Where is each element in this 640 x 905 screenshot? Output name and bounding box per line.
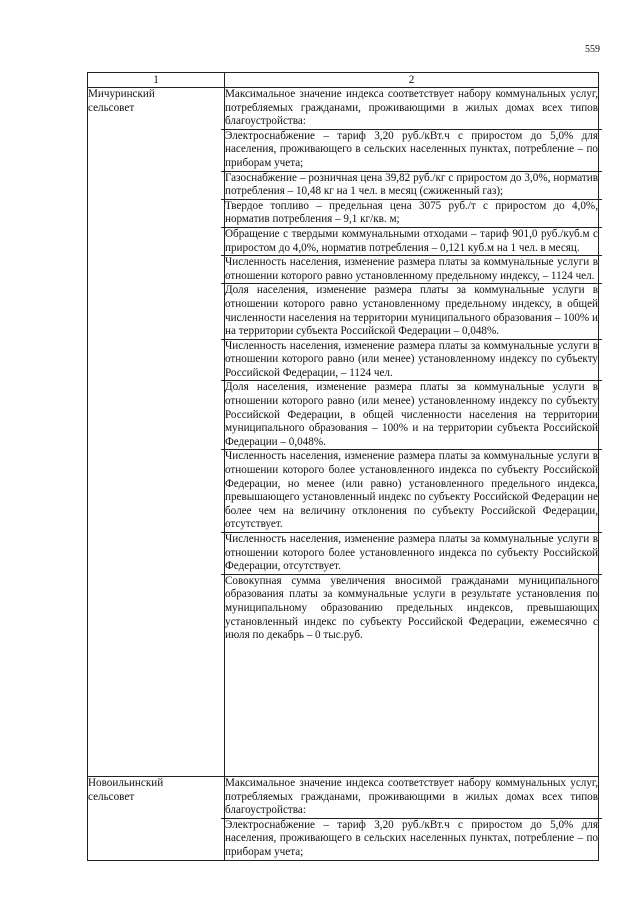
paragraph: Максимальное значение индекса соответствует набору коммунальных услуг, потребляемых гражданами, проживающими в жилых домах всех типов благоустройства: bbox=[225, 88, 598, 128]
paragraph: Максимальное значение индекса соответствует набору коммунальных услуг, потребляемых гражданами, проживающими в жилых домах всех типов благоустройства: bbox=[225, 777, 598, 817]
column-header-2: 2 bbox=[225, 73, 599, 88]
paragraph: Твердое топливо – предельная цена 3075 руб./т с приростом до 4,0%, норматив потребления – 9,1 кг/кв. м; bbox=[221, 199, 602, 227]
paragraph: Численность населения, изменение размера платы за коммунальные услуги в отношении которого равно (или менее) установленному индексу по субъекту Российской Федерации, – 1124 чел. bbox=[221, 339, 602, 381]
paragraph: Численность населения, изменение размера платы за коммунальные услуги в отношении которого более установленного индекса по субъекту Российской Федерации, но менее (или равно) установленного предельного индекса, превышающего установленный индекс по субъекту Российской Федерации не более чем на величину отклонения по субъекту Российской Федерации, отсутствует. bbox=[221, 449, 602, 532]
data-table bbox=[87, 72, 599, 861]
municipality-name-line: сельсовет bbox=[88, 790, 135, 803]
table-row bbox=[88, 88, 599, 777]
table-header-row bbox=[88, 73, 599, 88]
municipality-cell bbox=[88, 88, 225, 777]
page-number: 559 bbox=[585, 44, 600, 55]
paragraph: Газоснабжение – розничная цена 39,82 руб./кг с приростом до 3,0%, норматив потребления – 10,48 кг на 1 чел. в месяц (сжиженный газ); bbox=[221, 171, 602, 199]
municipality-name-line: сельсовет bbox=[88, 101, 135, 114]
paragraph: Доля населения, изменение размера платы за коммунальные услуги в отношении которого равно (или менее) установленному индексу по субъекту Российской Федерации, в общей численности населения на территории муниципального образования – 100% и на территории субъекта Российской Федерации – 0,048%. bbox=[221, 380, 602, 449]
table-row bbox=[88, 777, 599, 861]
paragraph: Доля населения, изменение размера платы за коммунальные услуги в отношении которого равно установленному предельному индексу, в общей численности населения на территории муниципального образования – 100% и на территории субъекта Российской Федерации – 0,048%. bbox=[221, 283, 602, 338]
paragraph: Численность населения, изменение размера платы за коммунальные услуги в отношении которого равно установленному предельному индексу, – 1124 чел. bbox=[221, 255, 602, 283]
paragraph: Электроснабжение – тариф 3,20 руб./кВт.ч с приростом до 5,0% для населения, проживающего в сельских населенных пунктах, потребление – по приборам учета; bbox=[221, 818, 602, 860]
paragraph: Электроснабжение – тариф 3,20 руб./кВт.ч с приростом до 5,0% для населения, проживающего в сельских населенных пунктах, потребление – по приборам учета; bbox=[221, 129, 602, 171]
description-cell bbox=[225, 777, 599, 861]
municipality-name-line: Мичуринский bbox=[88, 88, 155, 100]
paragraph: Обращение с твердыми коммунальными отходами – тариф 901,0 руб./куб.м с приростом до 4,0%, норматив потребления – 0,121 куб.м на 1 чел. в месяц. bbox=[221, 227, 602, 255]
paragraph: Совокупная сумма увеличения вносимой гражданами муниципального образования платы за коммунальные услуги в результате установления по муниципальному образованию предельных индексов, превышающих установленный индекс по субъекту Российской Федерации, ежемесячно с июля по декабрь – 0 тыс.руб. bbox=[221, 574, 602, 643]
column-header-1: 1 bbox=[88, 73, 225, 88]
municipality-name-line: Новоильинский bbox=[88, 777, 164, 789]
paragraph: Численность населения, изменение размера платы за коммунальные услуги в отношении которого более установленного индекса по субъекту Российской Федерации, отсутствует. bbox=[221, 532, 602, 574]
description-cell bbox=[225, 88, 599, 777]
municipality-cell bbox=[88, 777, 225, 861]
